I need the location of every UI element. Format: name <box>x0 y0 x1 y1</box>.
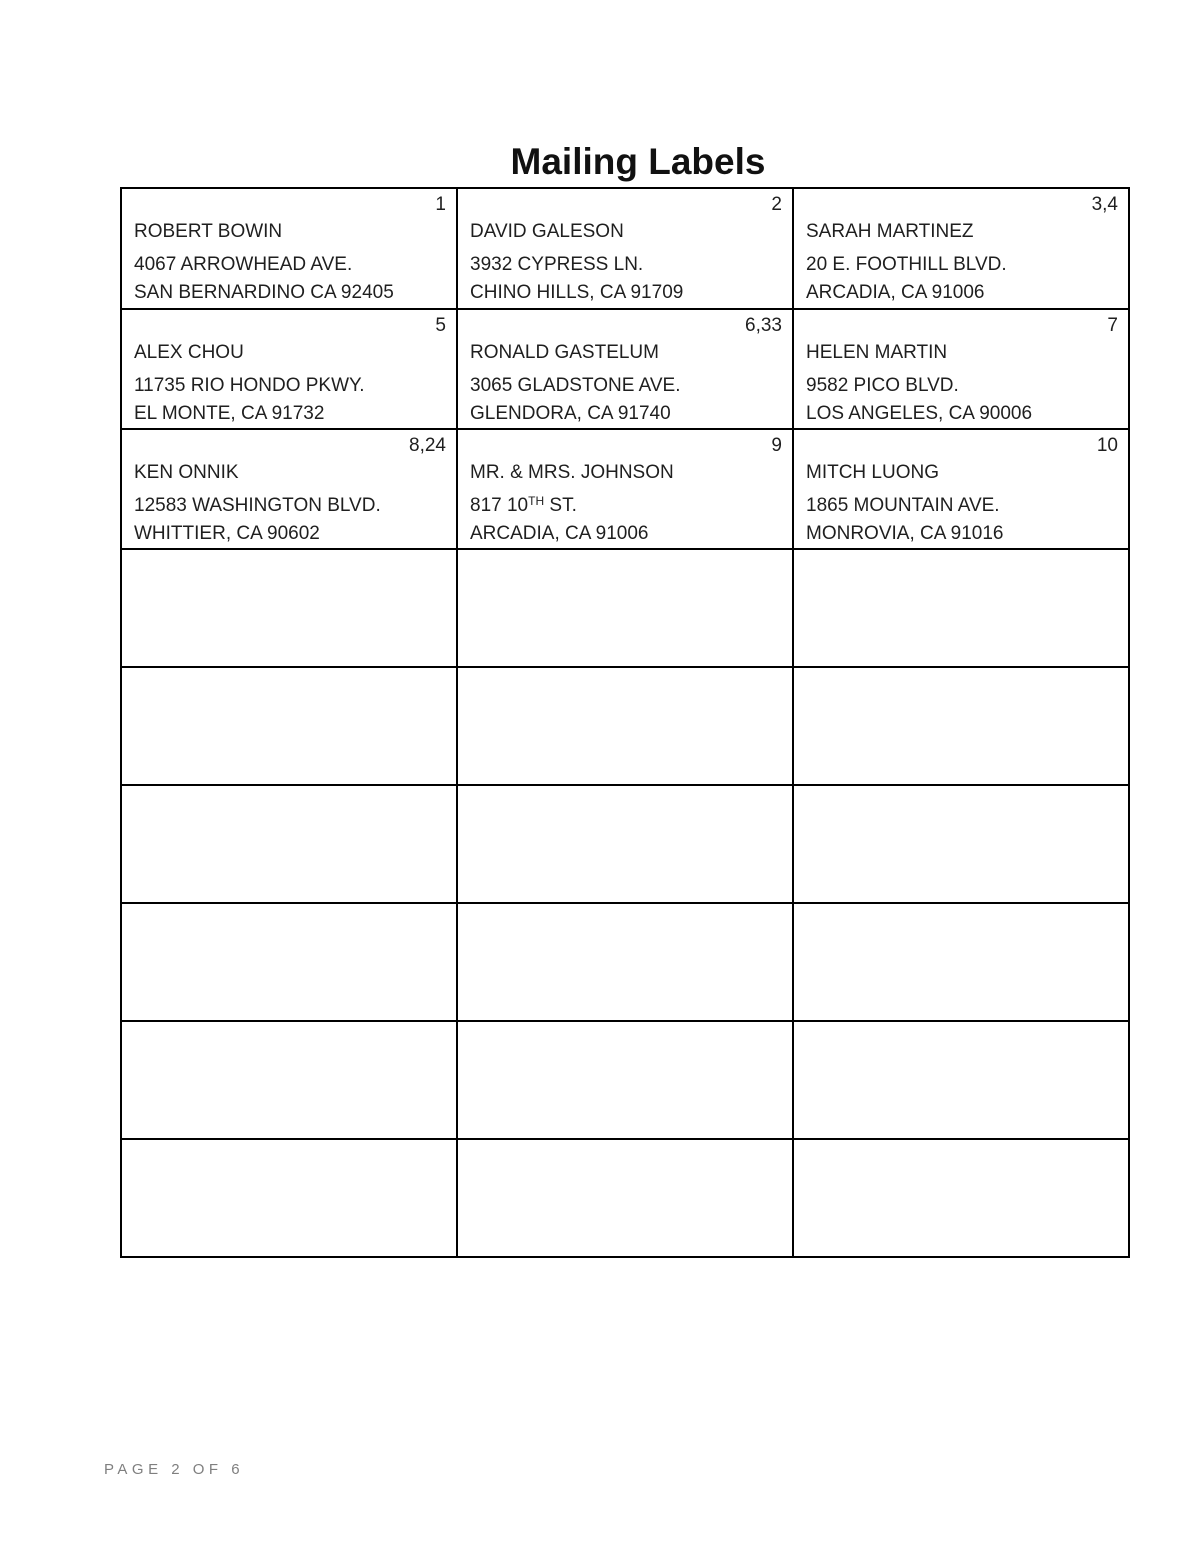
label-street <box>470 367 782 400</box>
label-cell-2 <box>457 188 793 309</box>
label-city: CHINO HILLS, CA 91709 <box>470 282 684 303</box>
label-city: WHITTIER, CA 90602 <box>134 523 320 544</box>
empty-label-cell <box>457 549 793 667</box>
label-name: ALEX CHOU <box>134 342 244 363</box>
label-street <box>470 487 782 520</box>
empty-label-cell <box>457 903 793 1021</box>
label-city: LOS ANGELES, CA 90006 <box>806 403 1033 424</box>
label-number: 8,24 <box>409 435 446 456</box>
label-cell-3-4 <box>793 188 1129 309</box>
label-row <box>121 188 1129 309</box>
street-text: 12583 WASHINGTON BLVD. <box>134 495 381 516</box>
label-cell-5 <box>121 309 457 429</box>
label-street <box>134 367 446 400</box>
label-city: ARCADIA, CA 91006 <box>470 523 649 544</box>
label-street <box>470 246 782 279</box>
street-text: 11735 RIO HONDO PKWY. <box>134 375 365 396</box>
label-number: 7 <box>1107 315 1118 336</box>
street-text: 9582 PICO BLVD. <box>806 375 959 396</box>
label-number: 3,4 <box>1091 194 1118 215</box>
mailing-labels-table <box>120 187 1130 1258</box>
empty-label-cell <box>793 667 1129 785</box>
empty-label-cell <box>457 667 793 785</box>
label-street <box>134 487 446 520</box>
street-text: 20 E. FOOTHILL BLVD. <box>806 254 1007 275</box>
empty-label-row <box>121 785 1129 903</box>
label-number: 1 <box>435 194 446 215</box>
label-cell-9 <box>457 429 793 549</box>
empty-label-cell <box>793 549 1129 667</box>
empty-label-cell <box>121 903 457 1021</box>
label-street <box>134 246 446 279</box>
street-text: 4067 ARROWHEAD AVE. <box>134 254 353 275</box>
street-text: 817 10 <box>470 495 529 516</box>
empty-label-cell <box>121 785 457 903</box>
empty-label-row <box>121 667 1129 785</box>
label-row <box>121 309 1129 429</box>
label-name: KEN ONNIK <box>134 462 239 483</box>
street-text: 3065 GLADSTONE AVE. <box>470 375 681 396</box>
label-city: SAN BERNARDINO CA 92405 <box>134 282 394 303</box>
label-number: 10 <box>1096 435 1118 456</box>
label-name: DAVID GALESON <box>470 221 624 242</box>
empty-label-cell <box>121 667 457 785</box>
label-number: 9 <box>771 435 782 456</box>
empty-label-row <box>121 549 1129 667</box>
empty-label-cell <box>457 785 793 903</box>
label-street <box>806 487 1118 520</box>
street-superscript: TH <box>528 494 545 508</box>
label-number: 6,33 <box>745 315 782 336</box>
label-cell-1 <box>121 188 457 309</box>
street-text: 3932 CYPRESS LN. <box>470 254 644 275</box>
label-number: 5 <box>435 315 446 336</box>
label-cell-10 <box>793 429 1129 549</box>
empty-label-row <box>121 1021 1129 1139</box>
empty-label-cell <box>457 1021 793 1139</box>
label-name: HELEN MARTIN <box>806 342 948 363</box>
label-cell-6-33 <box>457 309 793 429</box>
label-street <box>806 367 1118 400</box>
label-city: ARCADIA, CA 91006 <box>806 282 985 303</box>
label-number: 2 <box>771 194 782 215</box>
street-text: 1865 MOUNTAIN AVE. <box>806 495 1000 516</box>
label-city: EL MONTE, CA 91732 <box>134 403 325 424</box>
label-city: MONROVIA, CA 91016 <box>806 523 1004 544</box>
label-row <box>121 429 1129 549</box>
label-name: MR. & MRS. JOHNSON <box>470 462 674 483</box>
label-name: ROBERT BOWIN <box>134 221 283 242</box>
label-cell-8-24 <box>121 429 457 549</box>
empty-label-cell <box>793 1021 1129 1139</box>
label-name: RONALD GASTELUM <box>470 342 659 363</box>
label-name: SARAH MARTINEZ <box>806 221 974 242</box>
label-name: MITCH LUONG <box>806 462 939 483</box>
page-footer: PAGE 2 OF 6 <box>104 1461 245 1478</box>
label-street <box>806 246 1118 279</box>
empty-label-row <box>121 1139 1129 1257</box>
street-text-suffix: ST. <box>544 495 577 516</box>
page-title: Mailing Labels <box>510 141 766 182</box>
empty-label-cell <box>793 1139 1129 1257</box>
empty-label-cell <box>793 903 1129 1021</box>
label-cell-7 <box>793 309 1129 429</box>
empty-label-cell <box>121 1021 457 1139</box>
empty-label-cell <box>457 1139 793 1257</box>
empty-label-cell <box>121 1139 457 1257</box>
label-city: GLENDORA, CA 91740 <box>470 403 671 424</box>
empty-label-row <box>121 903 1129 1021</box>
empty-label-cell <box>121 549 457 667</box>
empty-label-cell <box>793 785 1129 903</box>
